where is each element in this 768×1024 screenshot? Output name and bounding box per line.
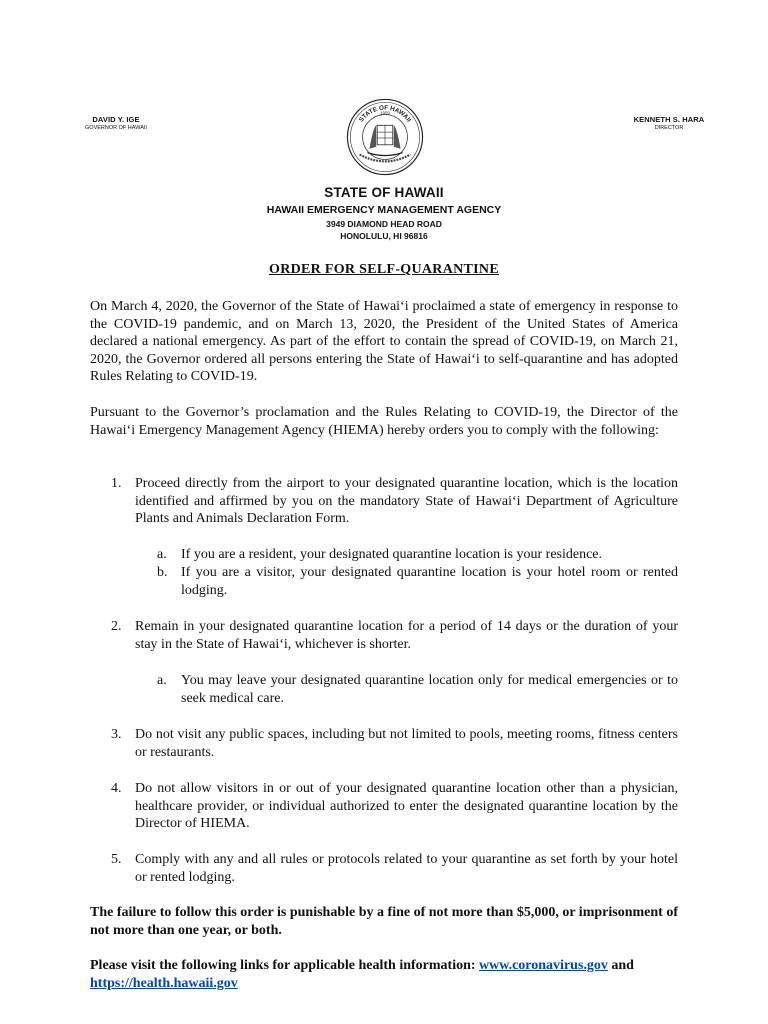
governor-name: DAVID Y. IGE xyxy=(92,115,140,124)
seal-text: STATE OF HAWAII xyxy=(357,104,413,124)
item-number: 2. xyxy=(111,619,122,634)
coronavirus-gov-link[interactable]: www.coronavirus.gov xyxy=(479,958,608,973)
item-number: 4. xyxy=(111,781,122,796)
penalty-notice: The failure to follow this order is punishable by a fine of not more than $5,000, or imprisonment of not more than one year, or both. xyxy=(90,905,678,938)
sub-item-letter: a. xyxy=(157,673,167,688)
address-line-1: 3949 DIAMOND HEAD ROAD xyxy=(326,219,442,229)
sub-item-letter: a. xyxy=(157,547,167,562)
health-hawaii-link[interactable]: https://health.hawaii.gov xyxy=(90,975,238,991)
address-line-2: HONOLULU, HI 96816 xyxy=(340,231,428,241)
item-text: Do not visit any public spaces, including but not limited to pools, meeting rooms, fitness centers or restaurants. xyxy=(135,727,678,760)
sub-item-text: If you are a visitor, your designated quarantine location is your hotel room or rented lodging. xyxy=(181,565,678,598)
state-heading: STATE OF HAWAII xyxy=(324,185,444,200)
item-number: 3. xyxy=(111,727,122,742)
sub-item-text: If you are a resident, your designated quarantine location is your residence. xyxy=(181,547,603,562)
pursuant-paragraph: Pursuant to the Governor’s proclamation and the Rules Relating to COVID-19, the Director of the Hawai‘i Emergency Management Agency (HIEMA) hereby orders you to comply with the following: xyxy=(90,405,678,438)
director-title: DIRECTOR xyxy=(654,124,684,131)
item-text: Remain in your designated quarantine location for a period of 14 days or the duration of your stay in the State of Hawai‘i, whichever is shorter. xyxy=(135,619,678,652)
agency-name: HAWAII EMERGENCY MANAGEMENT AGENCY xyxy=(266,204,502,216)
sub-item-letter: b. xyxy=(157,565,168,580)
health-links xyxy=(90,957,678,992)
item-text: Proceed directly from the airport to your designated quarantine location, which is the location identified and affirmed by you on the mandatory State of Hawai‘i Department of Agriculture Plants and Animals Declaration Form. xyxy=(135,476,678,526)
seal-year: 1959 xyxy=(380,110,390,116)
director-name: KENNETH S. HARA xyxy=(633,115,705,124)
item-text: Comply with any and all rules or protocols related to your quarantine as set forth by your hotel or rented lodging. xyxy=(135,852,678,885)
item-number: 5. xyxy=(111,852,122,867)
item-number: 1. xyxy=(111,476,122,491)
state-seal-icon xyxy=(346,98,424,176)
governor-block xyxy=(80,116,152,131)
sub-item-text: You may leave your designated quarantine location only for medical emergencies or to seek medical care. xyxy=(181,673,678,706)
links-prefix: Please visit the following links for applicable health information: xyxy=(90,958,480,973)
links-middle: and xyxy=(607,958,634,973)
director-block xyxy=(628,116,710,131)
governor-title: GOVERNOR OF HAWAII xyxy=(85,124,147,131)
intro-paragraph: On March 4, 2020, the Governor of the State of Hawai‘i proclaimed a state of emergency in response to the COVID-19 pandemic, and on March 13, 2020, the President of the United States of America declared a national emergency. As part of the effort to contain the spread of COVID-19, on March 21, 2020, the Governor ordered all persons entering the State of Hawai‘i to self-quarantine and has adopted Rules Relating to COVID-19. xyxy=(90,299,678,384)
item-text: Do not allow visitors in or out of your designated quarantine location other than a physician, healthcare provider, or individual authorized to enter the designated quarantine location by the Director of HIEMA. xyxy=(135,781,678,831)
document-title: ORDER FOR SELF-QUARANTINE xyxy=(269,262,499,277)
